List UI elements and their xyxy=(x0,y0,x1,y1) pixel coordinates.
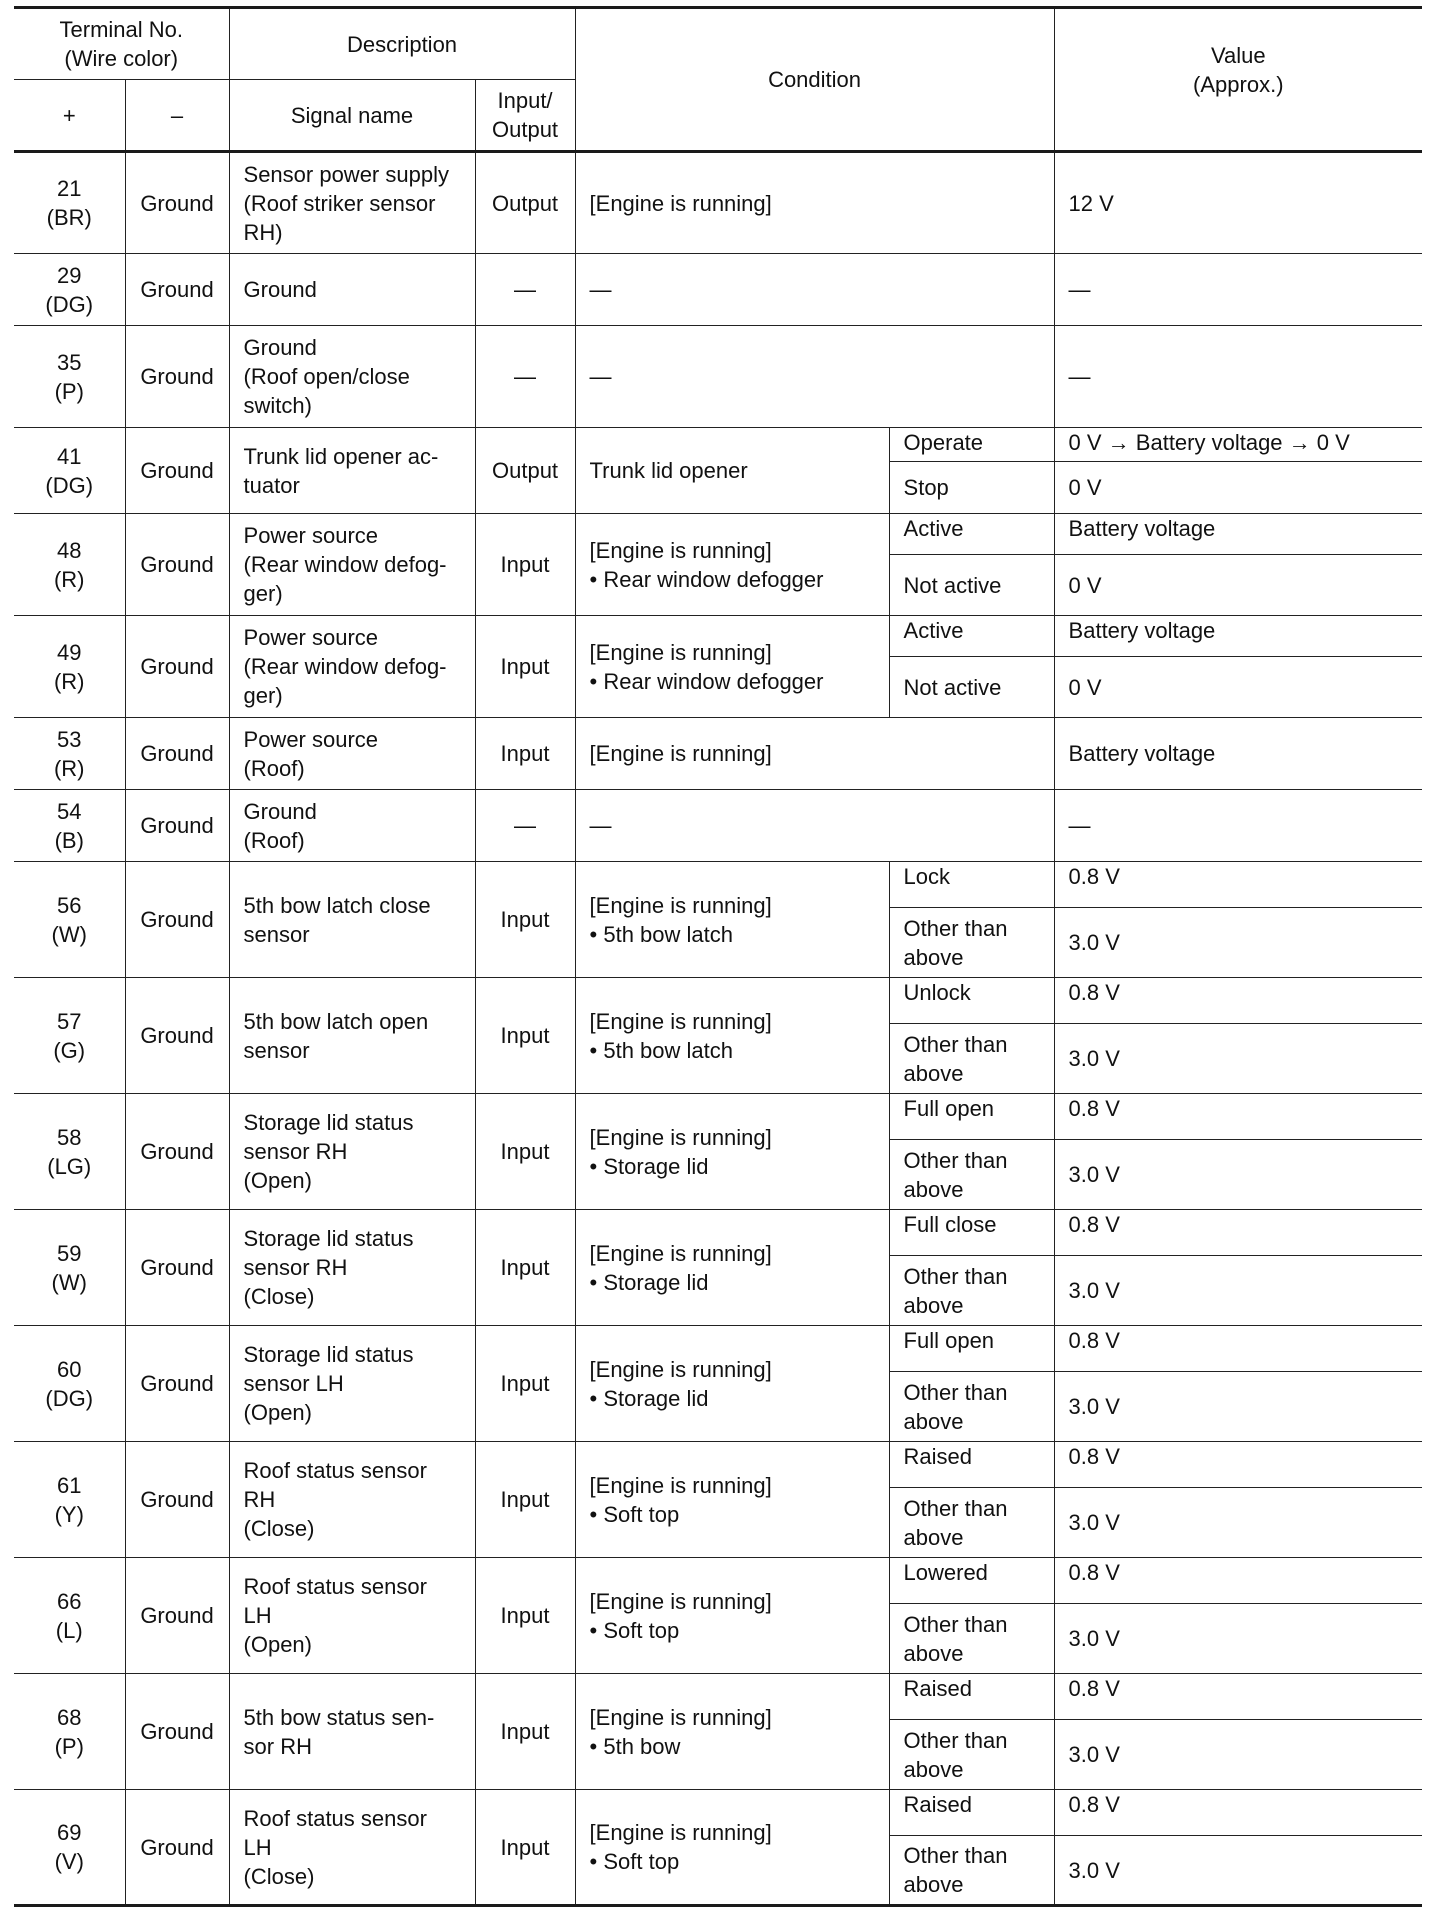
value-cell: 0.8 V xyxy=(1054,1442,1422,1488)
io-cell: Input xyxy=(475,1790,575,1906)
wire-color: (BR) xyxy=(46,205,92,230)
ground-cell: Ground xyxy=(125,326,229,428)
signal-name-line: switch) xyxy=(243,393,312,418)
signal-name-line: Storage lid status xyxy=(243,1110,414,1135)
signal-name-line: Roof status sensor xyxy=(243,1805,427,1831)
condition-cell xyxy=(575,1210,889,1326)
terminal-cell xyxy=(14,514,125,616)
state-cell: Raised xyxy=(889,1442,1054,1488)
signal-name-line: Power source xyxy=(243,625,379,650)
ground-cell: Ground xyxy=(125,862,229,978)
value-cell: 3.0 V xyxy=(1054,1488,1422,1558)
condition-main: [Engine is running] xyxy=(589,1588,772,1614)
value-cell: 3.0 V xyxy=(1054,1604,1422,1674)
condition-main: [Engine is running] xyxy=(589,892,772,918)
ground-cell: Ground xyxy=(125,790,229,862)
wire-color: (LG) xyxy=(47,1153,92,1179)
terminal-table xyxy=(14,6,1422,1907)
signal-name-line: ger) xyxy=(243,683,283,708)
terminal-cell xyxy=(14,326,125,428)
condition-main: [Engine is running] xyxy=(589,1472,772,1498)
io-header: Input/ Output xyxy=(475,80,575,152)
state-cell: Other than above xyxy=(889,1372,1054,1442)
ground-cell: Ground xyxy=(125,978,229,1094)
value-cell: Battery voltage xyxy=(1054,718,1422,790)
state-cell: Other than above xyxy=(889,1488,1054,1558)
value-cell: 0.8 V xyxy=(1054,978,1422,1024)
condition-cell xyxy=(575,1790,889,1906)
io-cell: Input xyxy=(475,1094,575,1210)
table-row xyxy=(14,1326,1422,1372)
condition-cell xyxy=(575,152,1054,254)
value-cell: 0.8 V xyxy=(1054,1674,1422,1720)
value-cell: 0 V xyxy=(1054,555,1422,616)
state-cell: Lowered xyxy=(889,1558,1054,1604)
terminal-number: 49 xyxy=(57,639,82,665)
condition-header: Condition xyxy=(575,8,1054,152)
ground-cell: Ground xyxy=(125,1094,229,1210)
io-cell: Input xyxy=(475,1210,575,1326)
state-cell: Not active xyxy=(889,555,1054,616)
ground-cell: Ground xyxy=(125,152,229,254)
terminal-header: Terminal No. (Wire color) xyxy=(14,8,229,80)
value-cell: 0.8 V xyxy=(1054,1790,1422,1836)
terminal-number: 61 xyxy=(57,1472,82,1498)
wire-color: (L) xyxy=(55,1617,83,1643)
wire-color: (DG) xyxy=(45,472,94,498)
signal-name-cell xyxy=(229,1558,475,1674)
signal-name-cell xyxy=(229,1442,475,1558)
io-cell: Input xyxy=(475,1442,575,1558)
terminal-cell xyxy=(14,1558,125,1674)
signal-name-line: LH xyxy=(243,1834,272,1860)
state-cell: Other than above xyxy=(889,1140,1054,1210)
terminal-number: 60 xyxy=(57,1356,82,1382)
io-cell: Input xyxy=(475,978,575,1094)
wire-color: (B) xyxy=(54,827,84,853)
condition-sub: • Rear window defogger xyxy=(589,668,824,694)
value-cell: 3.0 V xyxy=(1054,1024,1422,1094)
signal-name-line: (Open) xyxy=(243,1632,312,1657)
terminal-number: 56 xyxy=(57,892,82,918)
ground-cell: Ground xyxy=(125,1326,229,1442)
state-cell: Full open xyxy=(889,1094,1054,1140)
ground-cell: Ground xyxy=(125,1790,229,1906)
condition-main: Trunk lid opener xyxy=(589,458,748,483)
signal-name-line: (Close) xyxy=(243,1284,315,1309)
terminal-number: 35 xyxy=(57,349,82,375)
value-cell: 3.0 V xyxy=(1054,1256,1422,1326)
signal-name-line: (Open) xyxy=(243,1400,312,1425)
state-cell: Other than above xyxy=(889,1604,1054,1674)
wire-color: (G) xyxy=(53,1037,86,1063)
table-row xyxy=(14,1790,1422,1836)
condition-cell xyxy=(575,514,889,616)
condition-cell xyxy=(575,718,1054,790)
state-cell: Other than above xyxy=(889,908,1054,978)
signal-name-cell xyxy=(229,514,475,616)
condition-main: — xyxy=(589,813,612,838)
signal-name-cell xyxy=(229,1210,475,1326)
table-row xyxy=(14,1558,1422,1604)
table-row xyxy=(14,428,1422,462)
signal-name-line: (Rear window defog- xyxy=(243,552,447,577)
signal-name-line: (Roof striker sensor xyxy=(243,190,436,216)
condition-sub: • 5th bow latch xyxy=(589,921,733,947)
ground-cell: Ground xyxy=(125,428,229,514)
minus-header: – xyxy=(125,80,229,152)
ground-cell: Ground xyxy=(125,514,229,616)
signal-name-line: RH) xyxy=(243,219,283,245)
signal-name-line: Trunk lid opener ac- xyxy=(243,443,439,469)
state-cell: Raised xyxy=(889,1790,1054,1836)
condition-main: [Engine is running] xyxy=(589,1124,772,1150)
table-row xyxy=(14,326,1422,428)
signal-name-line: Ground xyxy=(243,335,317,360)
signal-name-line: ger) xyxy=(243,581,283,606)
table-row xyxy=(14,1210,1422,1256)
io-cell: — xyxy=(475,254,575,326)
signal-name-line: Storage lid status xyxy=(243,1342,414,1367)
condition-main: [Engine is running] xyxy=(589,190,772,216)
condition-sub: • Storage lid xyxy=(589,1153,709,1179)
value-cell: 3.0 V xyxy=(1054,1140,1422,1210)
table-row xyxy=(14,514,1422,555)
signal-name-line: 5th bow status sen- xyxy=(243,1704,435,1730)
condition-main: — xyxy=(589,277,612,302)
value-cell: 3.0 V xyxy=(1054,1720,1422,1790)
terminal-number: 53 xyxy=(57,726,82,752)
table-row xyxy=(14,616,1422,657)
value-cell: 0.8 V xyxy=(1054,1094,1422,1140)
signal-name-line: sensor xyxy=(243,921,310,947)
signal-name-cell xyxy=(229,1790,475,1906)
terminal-cell xyxy=(14,428,125,514)
state-cell: Full close xyxy=(889,1210,1054,1256)
value-cell: 0.8 V xyxy=(1054,1210,1422,1256)
state-cell: Active xyxy=(889,514,1054,555)
terminal-number: 66 xyxy=(57,1588,82,1614)
signal-name-line: RH xyxy=(243,1487,276,1512)
table-row xyxy=(14,1674,1422,1720)
terminal-cell xyxy=(14,718,125,790)
condition-sub: • Soft top xyxy=(589,1849,680,1874)
terminal-cell xyxy=(14,1790,125,1906)
condition-sub: • 5th bow xyxy=(589,1733,681,1759)
value-cell: — xyxy=(1054,326,1422,428)
terminal-cell xyxy=(14,254,125,326)
wire-color: (W) xyxy=(51,921,87,947)
io-cell: Output xyxy=(475,152,575,254)
terminal-number: 57 xyxy=(57,1008,82,1034)
table-row xyxy=(14,978,1422,1024)
table-row xyxy=(14,254,1422,326)
io-cell: Input xyxy=(475,1326,575,1442)
signal-name-line: (Roof open/close xyxy=(243,364,410,389)
wire-color: (DG) xyxy=(45,1385,94,1411)
value-header: Value (Approx.) xyxy=(1054,8,1422,152)
condition-main: [Engine is running] xyxy=(589,537,772,563)
ground-cell: Ground xyxy=(125,616,229,718)
table-row xyxy=(14,1094,1422,1140)
condition-main: [Engine is running] xyxy=(589,1820,772,1845)
terminal-cell xyxy=(14,1442,125,1558)
io-cell: Input xyxy=(475,514,575,616)
wire-color: (R) xyxy=(53,755,85,781)
value-cell: 0 V → Battery voltage → 0 V xyxy=(1054,428,1422,462)
signal-name-line: (Rear window defog- xyxy=(243,654,447,679)
signal-name-line: Ground xyxy=(243,798,317,824)
condition-cell xyxy=(575,1326,889,1442)
io-cell: Input xyxy=(475,1558,575,1674)
signal-name-line: 5th bow latch close xyxy=(243,892,431,918)
signal-name-line: Storage lid status xyxy=(243,1226,414,1251)
value-cell: Battery voltage xyxy=(1054,616,1422,657)
signal-name-cell xyxy=(229,790,475,862)
condition-main: [Engine is running] xyxy=(589,741,772,766)
condition-main: [Engine is running] xyxy=(589,1704,772,1730)
condition-main: — xyxy=(589,364,612,389)
ground-cell: Ground xyxy=(125,1442,229,1558)
terminal-number: 69 xyxy=(57,1820,82,1845)
value-cell: 3.0 V xyxy=(1054,908,1422,978)
wire-color: (R) xyxy=(53,668,85,694)
signal-name-line: sensor xyxy=(243,1037,310,1063)
io-cell: — xyxy=(475,790,575,862)
terminal-number: 58 xyxy=(57,1124,82,1150)
value-cell: — xyxy=(1054,790,1422,862)
wire-color: (DG) xyxy=(45,291,94,317)
terminal-number: 29 xyxy=(57,262,82,288)
wire-color: (R) xyxy=(53,566,85,592)
signal-name-line: (Close) xyxy=(243,1516,315,1541)
terminal-cell xyxy=(14,1094,125,1210)
wire-color: (P) xyxy=(54,1733,84,1759)
value-cell: 3.0 V xyxy=(1054,1836,1422,1906)
signal-name-cell xyxy=(229,1326,475,1442)
ground-cell: Ground xyxy=(125,1210,229,1326)
terminal-cell xyxy=(14,1210,125,1326)
signal-name-line: Roof status sensor xyxy=(243,1458,427,1483)
condition-cell xyxy=(575,1094,889,1210)
signal-name-cell xyxy=(229,978,475,1094)
state-cell: Unlock xyxy=(889,978,1054,1024)
terminal-cell xyxy=(14,978,125,1094)
signal-name-cell xyxy=(229,254,475,326)
terminal-number: 59 xyxy=(57,1240,82,1266)
wire-color: (P) xyxy=(54,378,84,404)
condition-cell xyxy=(575,790,1054,862)
signal-name-line: Power source xyxy=(243,726,379,752)
condition-main: [Engine is running] xyxy=(589,1356,772,1382)
ground-cell: Ground xyxy=(125,718,229,790)
terminal-cell xyxy=(14,790,125,862)
terminal-number: 41 xyxy=(57,443,82,469)
condition-cell xyxy=(575,616,889,718)
state-cell: Active xyxy=(889,616,1054,657)
state-cell: Not active xyxy=(889,657,1054,718)
value-cell: 0 V xyxy=(1054,462,1422,514)
value-cell: 0.8 V xyxy=(1054,1558,1422,1604)
condition-cell xyxy=(575,862,889,978)
table-row xyxy=(14,862,1422,908)
signal-name-cell xyxy=(229,718,475,790)
signal-name-cell xyxy=(229,428,475,514)
io-cell: Input xyxy=(475,1674,575,1790)
condition-sub: • Storage lid xyxy=(589,1269,709,1295)
plus-header: + xyxy=(14,80,125,152)
state-cell: Stop xyxy=(889,462,1054,514)
terminal-number: 68 xyxy=(57,1704,82,1730)
signal-name-line: Roof status sensor xyxy=(243,1574,427,1599)
table-row xyxy=(14,718,1422,790)
terminal-number: 21 xyxy=(57,176,82,201)
terminal-cell xyxy=(14,862,125,978)
state-cell: Other than above xyxy=(889,1720,1054,1790)
condition-cell xyxy=(575,1442,889,1558)
condition-cell xyxy=(575,1558,889,1674)
signal-name-line: (Roof) xyxy=(243,827,305,853)
condition-cell xyxy=(575,978,889,1094)
signal-name-line: LH xyxy=(243,1603,272,1628)
state-cell: Other than above xyxy=(889,1836,1054,1906)
table-body xyxy=(14,152,1422,1906)
condition-main: [Engine is running] xyxy=(589,639,772,665)
table-row xyxy=(14,790,1422,862)
condition-main: [Engine is running] xyxy=(589,1008,772,1034)
io-cell: — xyxy=(475,326,575,428)
signal-name-cell xyxy=(229,326,475,428)
condition-cell xyxy=(575,254,1054,326)
io-cell: Input xyxy=(475,718,575,790)
io-cell: Input xyxy=(475,616,575,718)
state-cell: Other than above xyxy=(889,1024,1054,1094)
signal-name-line: sensor RH xyxy=(243,1139,348,1164)
terminal-cell xyxy=(14,616,125,718)
table-row xyxy=(14,1442,1422,1488)
value-cell: Battery voltage xyxy=(1054,514,1422,555)
signal-name-line: Ground xyxy=(243,277,317,302)
value-cell: 0 V xyxy=(1054,657,1422,718)
condition-sub: • Rear window defogger xyxy=(589,566,824,592)
terminal-cell xyxy=(14,1674,125,1790)
value-cell: 3.0 V xyxy=(1054,1372,1422,1442)
wire-color: (Y) xyxy=(54,1501,84,1527)
condition-cell xyxy=(575,1674,889,1790)
ground-cell: Ground xyxy=(125,1674,229,1790)
state-cell: Raised xyxy=(889,1674,1054,1720)
signal-name-line: sor RH xyxy=(243,1733,312,1759)
io-cell: Output xyxy=(475,428,575,514)
condition-sub: • Storage lid xyxy=(589,1385,709,1411)
signal-name-line: 5th bow latch open xyxy=(243,1008,429,1034)
signal-name-line: Sensor power supply xyxy=(243,161,449,187)
terminal-number: 54 xyxy=(57,798,82,824)
wire-color: (V) xyxy=(54,1849,84,1874)
signal-name-cell xyxy=(229,616,475,718)
condition-sub: • 5th bow latch xyxy=(589,1037,733,1063)
state-cell: Full open xyxy=(889,1326,1054,1372)
description-header: Description xyxy=(229,8,575,80)
value-cell: — xyxy=(1054,254,1422,326)
state-cell: Operate xyxy=(889,428,1054,462)
signal-name-line: sensor RH xyxy=(243,1255,348,1280)
wire-color: (W) xyxy=(51,1269,87,1295)
condition-cell xyxy=(575,326,1054,428)
signal-name-line: sensor LH xyxy=(243,1371,344,1396)
signal-name-line: tuator xyxy=(243,472,300,498)
condition-main: [Engine is running] xyxy=(589,1240,772,1266)
signal-name-header: Signal name xyxy=(229,80,475,152)
signal-name-cell xyxy=(229,862,475,978)
condition-sub: • Soft top xyxy=(589,1501,680,1527)
io-cell: Input xyxy=(475,862,575,978)
signal-name-line: (Open) xyxy=(243,1168,312,1193)
signal-name-line: (Roof) xyxy=(243,755,305,781)
signal-name-line: (Close) xyxy=(243,1863,315,1889)
terminal-cell xyxy=(14,1326,125,1442)
condition-cell xyxy=(575,428,889,514)
signal-name-cell xyxy=(229,152,475,254)
state-cell: Lock xyxy=(889,862,1054,908)
table-row xyxy=(14,152,1422,254)
value-cell: 0.8 V xyxy=(1054,1326,1422,1372)
terminal-number: 48 xyxy=(57,537,82,563)
ground-cell: Ground xyxy=(125,1558,229,1674)
condition-sub: • Soft top xyxy=(589,1617,680,1643)
signal-name-cell xyxy=(229,1094,475,1210)
signal-name-line: Power source xyxy=(243,523,379,548)
terminal-cell xyxy=(14,152,125,254)
signal-name-cell xyxy=(229,1674,475,1790)
ground-cell: Ground xyxy=(125,254,229,326)
value-cell: 12 V xyxy=(1054,152,1422,254)
state-cell: Other than above xyxy=(889,1256,1054,1326)
value-cell: 0.8 V xyxy=(1054,862,1422,908)
